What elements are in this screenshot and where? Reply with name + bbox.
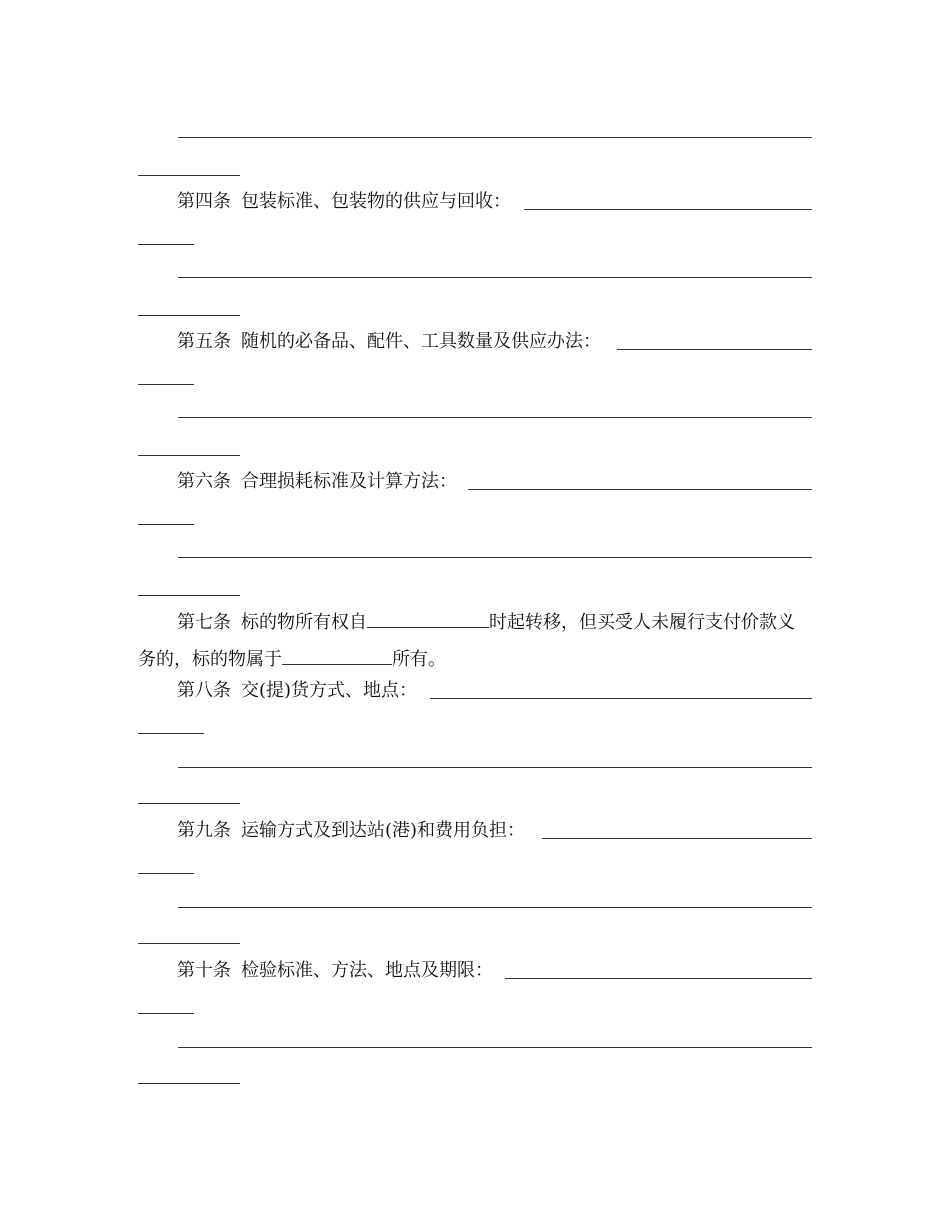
clause-7-continued <box>138 648 446 671</box>
blank-line <box>430 698 812 699</box>
clause-8 <box>177 680 417 702</box>
blank-line <box>138 455 240 456</box>
blank-line <box>617 349 812 350</box>
blank-line <box>138 873 194 874</box>
blank-line <box>138 1013 194 1014</box>
clause-text: 所有。 <box>392 649 446 670</box>
clause-10 <box>177 960 493 982</box>
inline-blank <box>367 611 489 628</box>
clause-number: 第九条 <box>177 820 231 841</box>
blank-line <box>178 277 812 278</box>
blank-line <box>178 557 812 558</box>
clause-text: 包装标准、包装物的供应与回收： <box>241 191 511 212</box>
clause-7 <box>177 611 795 634</box>
blank-line <box>138 384 194 385</box>
blank-line <box>178 767 812 768</box>
inline-blank <box>282 648 392 665</box>
blank-line <box>542 838 812 839</box>
clause-6 <box>177 471 457 493</box>
blank-line <box>178 137 812 138</box>
clause-text: 合理损耗标准及计算方法： <box>241 471 457 492</box>
blank-line <box>524 209 812 210</box>
clause-number: 第八条 <box>177 680 231 701</box>
blank-line <box>178 417 812 418</box>
blank-line <box>505 978 812 979</box>
blank-line <box>138 315 240 316</box>
clause-text: 交(提)货方式、地点： <box>241 680 418 701</box>
blank-line <box>138 733 204 734</box>
blank-line <box>178 907 812 908</box>
clause-4 <box>177 191 511 213</box>
blank-line <box>138 175 240 176</box>
blank-line <box>178 1047 812 1048</box>
clause-text: 标的物所有权自 <box>241 612 367 633</box>
blank-line <box>138 595 240 596</box>
clause-number: 第六条 <box>177 471 231 492</box>
clause-5 <box>177 331 601 353</box>
clause-9 <box>177 820 525 842</box>
clause-text: 运输方式及到达站(港)和费用负担： <box>241 820 526 841</box>
clause-text: 检验标准、方法、地点及期限： <box>241 960 493 981</box>
clause-text: 务的，标的物属于 <box>138 649 282 670</box>
clause-number: 第四条 <box>177 191 231 212</box>
clause-number: 第七条 <box>177 612 231 633</box>
blank-line <box>138 524 194 525</box>
blank-line <box>138 1083 240 1084</box>
clause-number: 第五条 <box>177 331 231 352</box>
clause-text: 时起转移，但买受人未履行支付价款义 <box>489 612 795 633</box>
blank-line <box>468 489 812 490</box>
blank-line <box>138 943 240 944</box>
clause-text: 随机的必备品、配件、工具数量及供应办法： <box>241 331 601 352</box>
clause-number: 第十条 <box>177 960 231 981</box>
blank-line <box>138 244 194 245</box>
blank-line <box>138 803 240 804</box>
